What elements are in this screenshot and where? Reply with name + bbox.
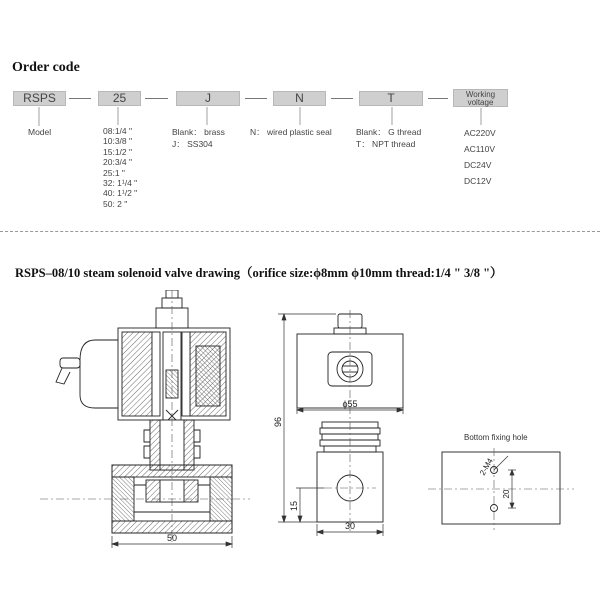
- voltage-option: DC24V: [464, 160, 492, 170]
- voltage-option: DC12V: [464, 176, 492, 186]
- overall-height-dimension: 96: [273, 416, 283, 428]
- size-code-box: 25: [98, 91, 141, 106]
- thread-option: Blank： G thread: [356, 127, 422, 137]
- hole-size-dimension: 2-M4: [477, 456, 495, 477]
- size-options: [103, 126, 137, 209]
- seal-option: N： wired plastic seal: [250, 127, 332, 137]
- drawing-title: RSPS–08/10 steam solenoid valve drawing（orifice size:ϕ8mm ϕ10mm thread:1/4 " 3/8 "）: [15, 266, 503, 280]
- section-width-dimension: 50: [166, 533, 178, 543]
- voltage-options: [464, 125, 496, 189]
- connector-plug: [80, 340, 118, 408]
- voltage-option: AC110V: [464, 144, 496, 154]
- size-option: 50: 2 ": [103, 198, 128, 209]
- size-option: 40: 1¹/2 ": [103, 188, 138, 199]
- thread-code-box: T: [359, 91, 423, 106]
- material-code-box: J: [176, 91, 240, 106]
- model-code-box: RSPS: [13, 91, 66, 106]
- size-option: 25:1 ": [103, 167, 125, 178]
- material-option: Blank： brass: [172, 127, 225, 137]
- body-width-dimension: 30: [344, 521, 356, 531]
- size-option: 10:3/8 ": [103, 136, 133, 147]
- body-height-dimension: 15: [289, 500, 299, 512]
- thread-option: T： NPT thread: [356, 139, 416, 149]
- section-view: [0, 290, 280, 550]
- size-option: 08:1/4 ": [103, 126, 133, 136]
- model-label: Model: [28, 127, 52, 137]
- bottom-view: [428, 446, 578, 536]
- thread-options: [356, 127, 421, 149]
- size-option: 20:3/4 ": [103, 157, 133, 168]
- bottom-view-label: Bottom fixing hole: [464, 433, 528, 442]
- voltage-code-line: Working: [465, 90, 496, 99]
- order-code-heading: Order code: [12, 60, 80, 75]
- code-leader-lines: [0, 0, 600, 140]
- size-option: 15:1/2 ": [103, 146, 133, 157]
- size-option: 32: 1¹/4 ": [103, 177, 138, 188]
- coil-diameter-dimension: ϕ55: [342, 399, 358, 409]
- front-view: [270, 310, 420, 550]
- hole-spacing-dimension: 20: [502, 489, 511, 499]
- coil-winding: [196, 346, 220, 406]
- material-option: J： SS304: [172, 139, 213, 149]
- seal-code-box: N: [273, 91, 326, 106]
- material-options: [172, 127, 225, 149]
- voltage-option: AC220V: [464, 128, 496, 138]
- section-divider: [0, 231, 600, 232]
- voltage-code-line: voltage: [467, 98, 494, 107]
